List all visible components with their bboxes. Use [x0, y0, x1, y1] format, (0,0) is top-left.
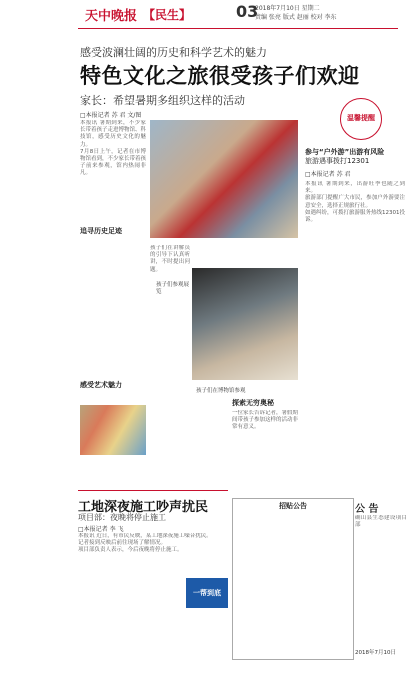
- sidebar-subtitle: 旅游遇事拨打12301: [305, 157, 370, 165]
- para: 本报讯 近日，有市民反映，某工地深夜施工噪音扰民。: [78, 533, 212, 539]
- dateline: [255, 4, 337, 22]
- masthead: [0, 0, 415, 30]
- sub-heading: 追寻历史足迹: [80, 227, 122, 235]
- ad-title: 招贴公告: [279, 502, 307, 510]
- lead-column-3: [232, 410, 298, 480]
- para: 本报讯 暑期到来，不少家长带着孩子走进博物馆、科技馆，感受历史文化的魅力。: [80, 120, 146, 148]
- lead-kicker: 感受波澜壮阔的历史和科学艺术的魅力: [80, 46, 267, 59]
- sidebar: [305, 148, 405, 491]
- sub-heading: 感受艺术魅力: [80, 381, 122, 389]
- sub-heading: 探索无穷奥秘: [232, 399, 274, 407]
- bottom-rule: [78, 490, 228, 491]
- para: 旅游部门提醒广大市民，参加户外游要注意安全，选择正规旅行社。: [305, 195, 405, 209]
- help-badge: 一帮到底: [186, 578, 228, 608]
- photo-caption: 孩子们参观展览: [156, 282, 190, 295]
- notice-body: [355, 515, 407, 645]
- sidebar-body: [305, 181, 405, 491]
- lead-photo: [150, 120, 298, 238]
- para: 记者接到反映后前往现场了解情况。: [78, 540, 167, 547]
- notice-date: 2018年7月10日: [355, 650, 396, 656]
- para: 一位家长告诉记者，暑假期间带孩子参加这样的活动非常有意义。: [232, 410, 298, 431]
- para: 本报讯 暑期到来，出游旺季也随之到来。: [305, 181, 405, 195]
- para: 孩子们在讲解员的引导下认真听讲，不时提出问题。: [150, 245, 190, 273]
- photo-caption: 孩子们在博物馆参观: [196, 388, 246, 394]
- section-label: 【民生】: [143, 8, 192, 22]
- masthead-rule: [78, 28, 398, 29]
- bottom-headline: 工地深夜施工吵声扰民: [78, 500, 209, 515]
- brand-logo: 天中晚报: [85, 9, 138, 24]
- lead-headline: 特色文化之旅很受孩子们欢迎: [80, 64, 360, 88]
- lead-column-2: [150, 245, 190, 475]
- para: 项目部负责人表示，今后夜晚将停止施工。: [78, 547, 183, 554]
- para: 7月8日上午，记者在市博物馆看到，不少家长带着孩子前来参观，馆内热闹非凡。: [80, 148, 146, 177]
- lead-column-1: [80, 120, 146, 360]
- lead-subhead: 家长：希望暑期多组织这样的活动: [80, 94, 245, 107]
- bottom-subhead: 项目部：夜晚将停止施工: [78, 513, 166, 522]
- ad-box: [232, 498, 354, 660]
- stamp-emblem: [340, 98, 382, 140]
- inset-photo: [80, 405, 146, 455]
- editors: 责编 张亮 版式 赵丽 校对 李东: [255, 14, 337, 21]
- date: 2018年7月10日 星期二: [255, 5, 320, 12]
- bottom-byline: □本报记者 李 飞: [78, 526, 124, 533]
- lead-byline: □本报记者 苏 君 文/图: [80, 112, 142, 119]
- notice-text: 确山县生态建设项目部: [355, 515, 407, 529]
- sidebar-byline: □本报记者 苏 君: [305, 171, 351, 178]
- museum-photo: [192, 268, 298, 380]
- stamp-text: 温馨提醒: [347, 114, 375, 122]
- para: 如遇纠纷，可拨打旅游服务热线12301投诉。: [305, 209, 405, 224]
- sidebar-title: 参与“户外游”出游有风险: [305, 148, 385, 156]
- notice-title: 公 告: [355, 504, 379, 515]
- page-number: 03: [236, 2, 259, 21]
